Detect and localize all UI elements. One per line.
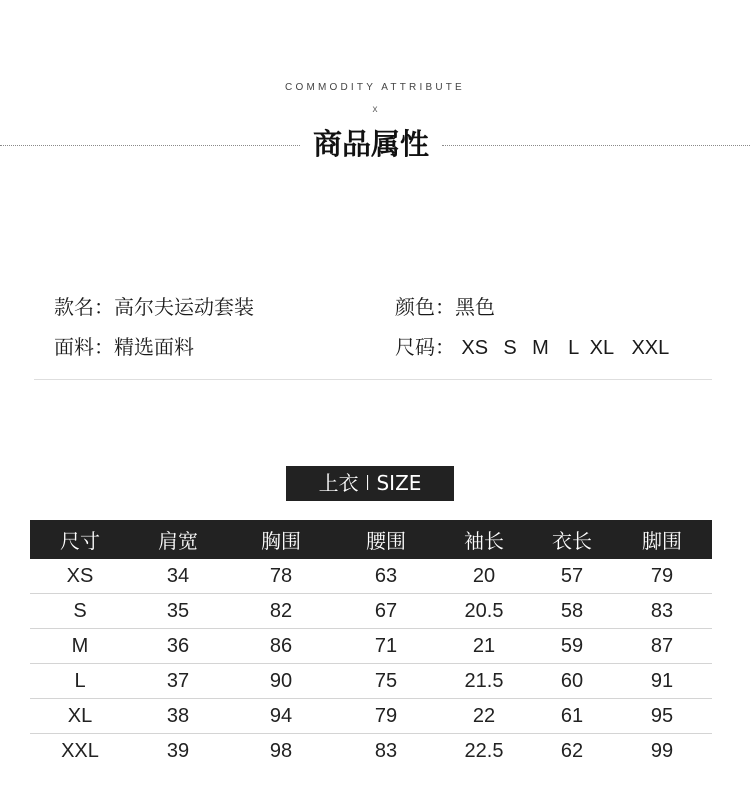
table-header-cell: 袖长 [436,520,532,559]
table-cell: 71 [336,629,436,664]
size-section-en: SIZE [376,471,422,495]
size-section-separator: I [364,471,371,495]
table-cell: 78 [226,559,336,594]
table-cell: 83 [374,739,398,762]
attr-size-label: 尺码： [395,335,455,359]
table-header-cell: 胸围 [226,520,336,559]
title-rule-left [0,145,300,146]
table-cell: 57 [532,559,612,594]
table-row [30,594,712,629]
attr-fabric-value: 精选面料 [114,335,194,359]
table-row [30,664,712,699]
table-header-cell: 腰围 [336,520,436,559]
table-cell: 90 [226,664,336,699]
table-cell: 21.5 [436,664,532,699]
table-cell: 98 [269,739,293,762]
size-option: XS [461,337,489,359]
table-row [30,699,712,734]
attr-fabric-label: 面料： [54,335,114,359]
attr-style [54,294,254,320]
table-cell: 63 [336,559,436,594]
table-cell: 20 [436,559,532,594]
size-option: XXL [631,337,670,359]
size-section-cn: 上衣 [318,471,359,495]
table-row [30,734,712,769]
attr-size-list [461,335,678,359]
table-cell: 22 [436,699,532,734]
attr-color-value: 黑色 [455,295,495,319]
table-cell: 61 [532,699,612,734]
table-cell: 59 [532,629,612,664]
table-cell: 37 [130,664,226,699]
attr-fabric [54,334,194,360]
table-cell: 86 [226,629,336,664]
table-cell: 87 [612,629,712,664]
size-option: L [568,337,580,359]
table-row [30,629,712,664]
size-option: S [503,337,517,359]
table-header-cell: 脚围 [612,520,712,559]
table-cell: 22.5 [464,739,504,762]
attr-size [395,334,678,361]
table-cell: L [30,664,130,699]
attr-color [395,294,495,320]
attr-color-label: 颜色： [395,295,455,319]
table-cell: 99 [650,739,674,762]
attr-style-label: 款名： [54,295,114,319]
size-table [30,520,712,768]
table-cell: 36 [130,629,226,664]
table-cell: 91 [612,664,712,699]
table-cell: 39 [166,739,190,762]
table-cell: 38 [130,699,226,734]
page-title: 商品属性 [312,127,429,161]
table-cell: XS [30,559,130,594]
table-row [30,559,712,594]
table-cell: M [30,629,130,664]
table-cell: 60 [532,664,612,699]
attributes-divider [34,379,712,380]
table-header-cell: 肩宽 [130,520,226,559]
table-cell: 75 [336,664,436,699]
table-cell: 82 [226,594,336,629]
table-cell: 79 [612,559,712,594]
table-cell: 35 [130,594,226,629]
table-header-cell: 尺寸 [30,520,130,559]
table-cell: 62 [560,739,584,762]
size-option: M [532,337,549,359]
table-cell: XL [30,699,130,734]
table-cell: 94 [226,699,336,734]
table-cell: 83 [612,594,712,629]
table-cell: 58 [532,594,612,629]
table-header-row [30,520,712,559]
table-cell: XXL [61,739,99,762]
table-cell: 21 [436,629,532,664]
table-cell: 79 [336,699,436,734]
table-cell: 67 [336,594,436,629]
table-cell: 34 [130,559,226,594]
size-option: XL [589,337,615,359]
section-subtitle: COMMODITY ATTRIBUTE [285,82,465,93]
attr-style-value: 高尔夫运动套装 [114,295,254,319]
table-header-cell: 衣长 [532,520,612,559]
table-cell: S [30,594,130,629]
table-cell: 95 [612,699,712,734]
table-cell: 20.5 [436,594,532,629]
title-rule-right [442,145,750,146]
size-section-badge [286,466,454,501]
subtitle-cross-mark: x [372,104,378,115]
